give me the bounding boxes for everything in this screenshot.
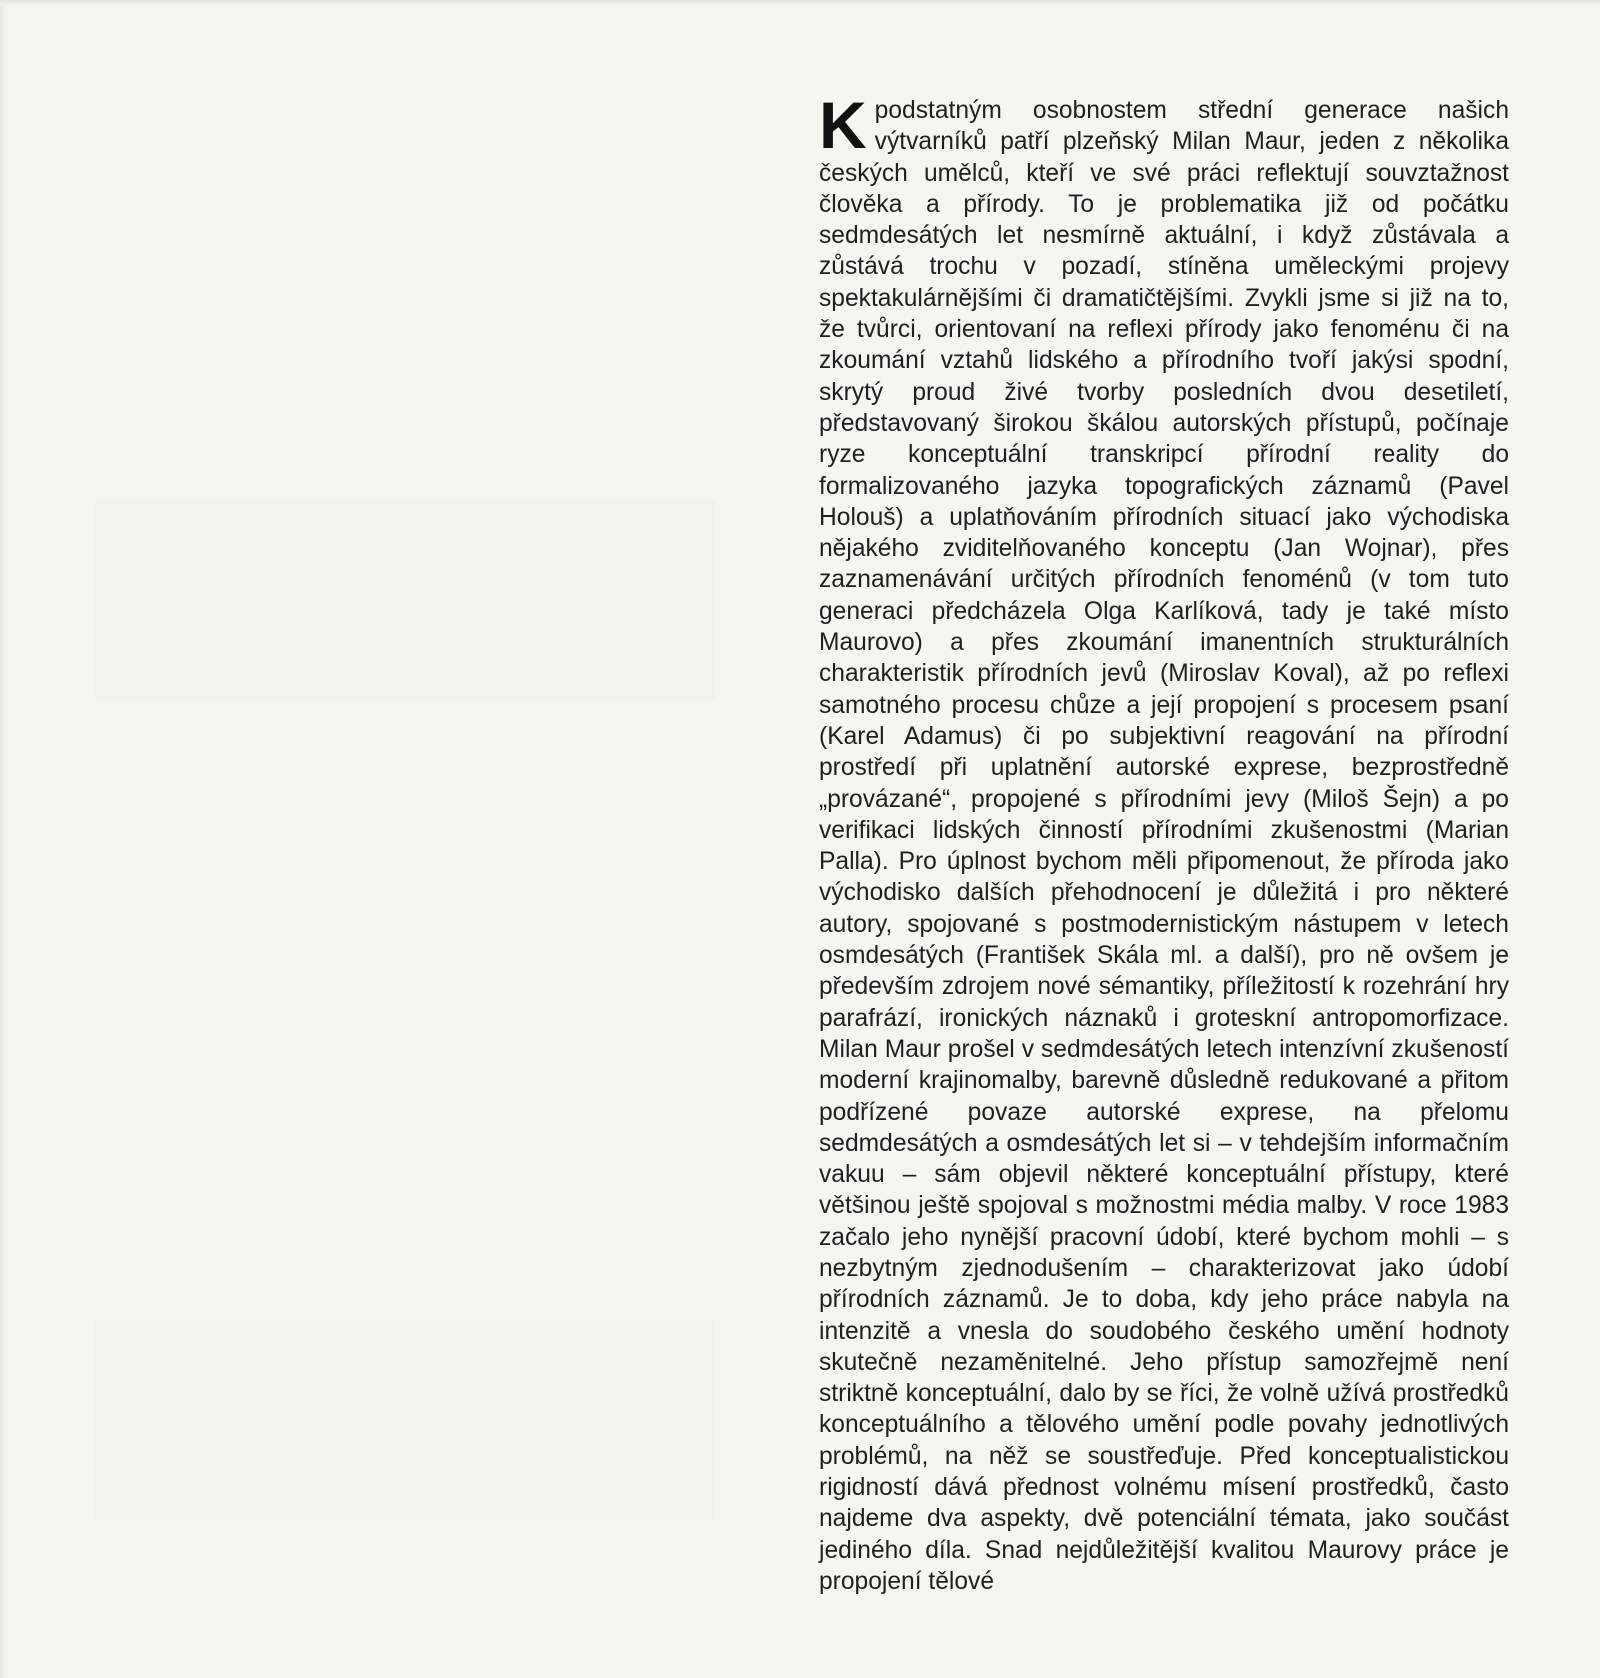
show-through-block — [95, 500, 715, 700]
page-edge-top — [0, 0, 1600, 6]
article-text: podstatným osobnostem střední generace našich výtvarníků patří plzeňský Milan Maur, jeden z několika českých umělců, kteří ve své práci reflektují souvztažnost člověka a přírody. To je problematika již od počátku sedmdesátých let nesmírně aktuální, i když zůstávala a zůstává trochu v pozadí, stíněna uměleckými projevy spektakulárnějšími či dramatičtějšími. Zvykli jsme si již na to, že tvůrci, orientovaní na reflexi přírody jako fenoménu či na zkoumání vztahů lidského a přírodního tvoří jakýsi spodní, skrytý proud živé tvorby posledních dvou desetiletí, představovaný širokou škálou autorských přístupů, počínaje ryze konceptuální transkripcí přírodní reality do formalizovaného jazyka topografických záznamů (Pavel Holouš) a uplatňováním přírodních situací jako východiska nějakého zviditelňovaného konceptu (Jan Wojnar), přes zaznamenávání určitých přírodních fenoménů (v tom tuto generaci předcházela Olga Karlíková, tady je také místo Maurovo) a přes zkoumání imanentních strukturálních charakteristik přírodních jevů (Miroslav Koval), až po reflexi samotného procesu chůze a její propojení s procesem psaní (Karel Adamus) či po subjektivní reagování na přírodní prostředí při uplatnění autorské exprese, bezprostředně „provázané“, propojené s přírodními jevy (Miloš Šejn) a po verifikaci lidských činností přírodními zkušenostmi (Marian Palla). Pro úplnost bychom měli připomenout, že příroda jako východisko dalších přehodnocení je důležitá i pro některé autory, spojované s postmodernistickým nástupem v letech osmdesátých (František Skála ml. a další), pro ně ovšem je především zdrojem nové sémantiky, příležitostí k rozehrání hry parafrází, ironických náznaků i groteskní antropomorfizace. Milan Maur prošel v sedmdesátých letech intenzívní zkušeností moderní krajinomalby, barevně důsledně redukované a přitom podřízené povaze autorské exprese, na přelomu sedmdesátých a osmdesátých let si – v tehdejším informačním vakuu – sám objevil některé konceptuální přístupy, které většinou ještě spojoval s možnostmi média malby. V roce 1983 začalo jeho nynější pracovní údobí, které bychom mohli – s nezbytným zjednodušením – charakterizovat jako údobí přírodních záznamů. Je to doba, kdy jeho práce nabyla na intenzitě a vnesla do soudobého českého umění hodnoty skutečně nezaměnitelné. Jeho přístup samozřejmě není striktně konceptuální, dalo by se říci, že volně užívá prostředků konceptuálního a tělového umění podle povahy jednotlivých problémů, na něž se soustřeďuje. Před konceptualistickou rigidností dává přednost volnému mísení prostředků, často najdeme dva aspekty, dvě potenciální témata, jako součást jediného díla. Snad nejdůležitější kvalitou Maurovy práce je propojení tělové — [819, 97, 1509, 1595]
drop-cap: K — [819, 88, 867, 162]
page-edge-left — [0, 0, 6, 1678]
article-body — [819, 88, 1509, 1597]
show-through-block — [95, 1320, 715, 1520]
article-paragraph — [819, 88, 1509, 1597]
